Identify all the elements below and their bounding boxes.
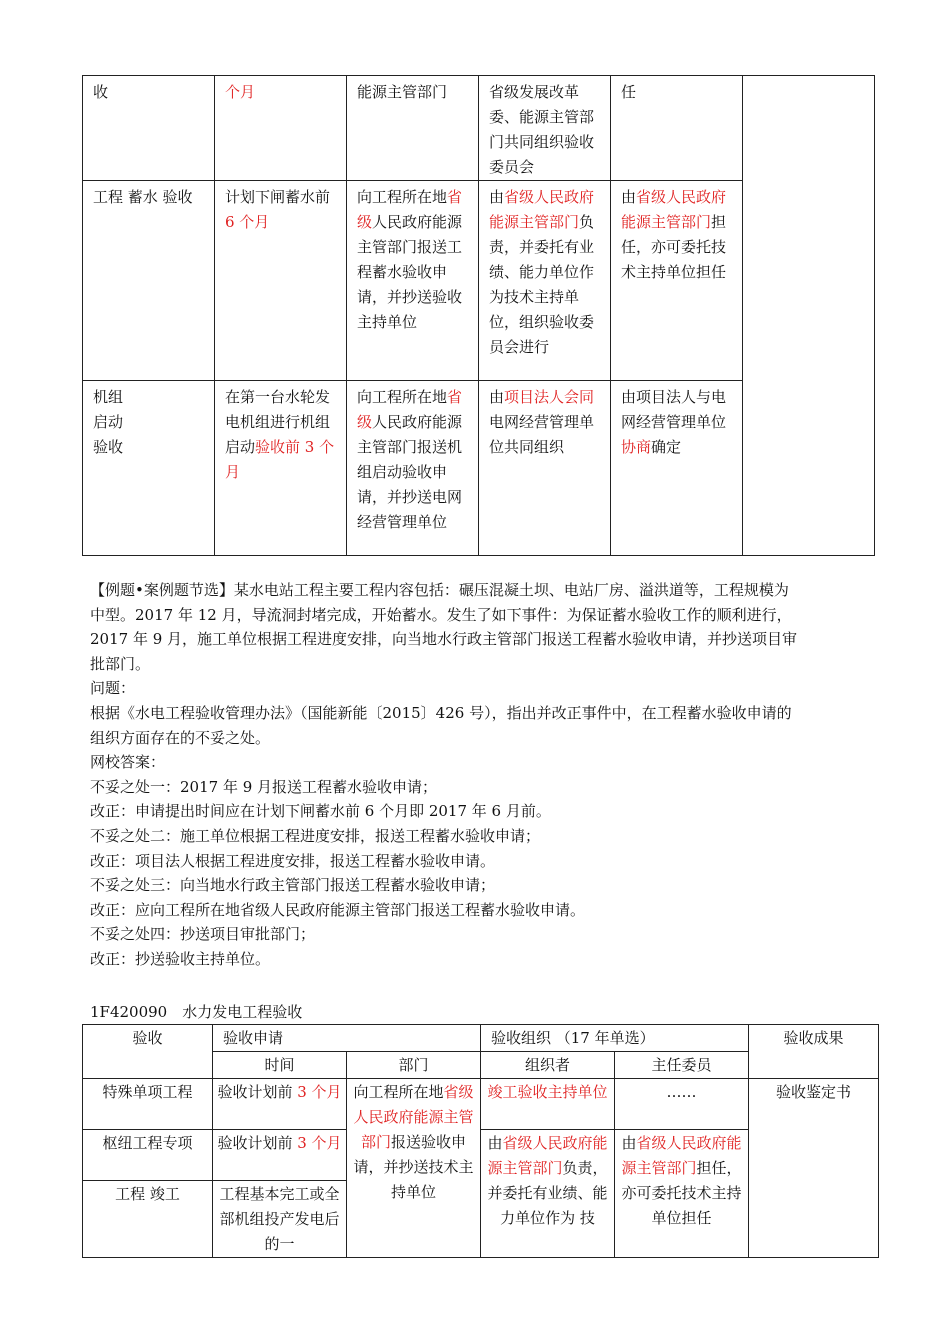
table-row	[83, 1079, 879, 1130]
text-line: 组织方面存在的不妥之处。	[90, 728, 271, 747]
header-organization: 验收组织 （17 年单选）	[481, 1025, 749, 1052]
cell-apply-time: 工程基本完工或全部机组投产发电后的一	[213, 1181, 347, 1258]
cell-apply-time: 计划下闸蓄水前 6 个月	[215, 181, 347, 381]
cell-acceptance-name: 收	[83, 76, 215, 181]
header-chair: 主任委员	[615, 1052, 749, 1079]
text-line: 改正：应向工程所在地省级人民政府能源主管部门报送工程蓄水验收申请。	[90, 900, 586, 919]
cell-organizer: 省级发展改革委、能源主管部门共同组织验收委员会	[479, 76, 611, 181]
cell-organizer: 由省级人民政府能源主管部门负责，并委托有业绩、能力单位作为技术主持单位，组织验收委员会进行	[479, 181, 611, 381]
cell-apply-time: 验收计划前 3 个月	[213, 1079, 347, 1130]
text-line: 改正：申请提出时间应在计划下闸蓄水前 6 个月即 2017 年 6 月前。	[90, 802, 551, 821]
text-line: 不妥之处二：施工单位根据工程进度安排，报送工程蓄水验收申请；	[90, 826, 541, 845]
text-line: 【例题•案例题节选】某水电站工程主要工程内容包括：碾压混凝土坝、电站厂房、溢洪道等，工程规模为	[90, 581, 789, 599]
text-line: 批部门。	[90, 654, 151, 673]
cell-chair: 任	[611, 76, 743, 181]
header-acceptance: 验收	[83, 1025, 213, 1079]
header-apply: 验收申请	[213, 1025, 481, 1052]
header-result: 验收成果	[749, 1025, 879, 1079]
text-line: 不妥之处一：2017 年 9 月报送工程蓄水验收申请；	[90, 777, 438, 796]
cell-organizer: 由项目法人会同电网经营管理单位共同组织	[479, 381, 611, 556]
cell-acceptance-name: 工程 竣工	[83, 1181, 213, 1258]
text-line: 2017 年 9 月，施工单位根据工程进度安排，向当地水行政主管部门报送工程蓄水验收申请，并抄送项目审	[90, 630, 798, 649]
text-line: 不妥之处三：向当地水行政主管部门报送工程蓄水验收申请；	[90, 876, 496, 895]
cell-acceptance-name: 特殊单项工程	[83, 1079, 213, 1130]
section-title: 1F420090 水力发电工程验收	[90, 1003, 303, 1021]
header-organizer: 组织者	[481, 1052, 615, 1079]
cell-organizer: 竣工验收主持单位	[481, 1079, 615, 1130]
cell-apply-dept: 向工程所在地省级人民政府能源主管部门报送验收申请，并抄送技术主持单位	[347, 1079, 481, 1258]
text-line: 网校答案：	[90, 753, 166, 772]
text-line: 问题：	[90, 679, 136, 698]
header-dept: 部门	[347, 1052, 481, 1079]
text-line: 中型。2017 年 12 月，导流洞封堵完成，开始蓄水。发生了如下事件：为保证蓄水验收工作的顺利进行，	[90, 605, 792, 624]
cell-acceptance-name: 枢纽工程专项	[83, 1130, 213, 1181]
cell-apply-time: 个月	[215, 76, 347, 181]
header-time: 时间	[213, 1052, 347, 1079]
cell-organizer: 由省级人民政府能源主管部门负责，并委托有业绩、能力单位作为 技	[481, 1130, 615, 1258]
text-line: 根据《水电工程验收管理办法》（国能新能〔2015〕426 号），指出并改正事件中，在工程蓄水验收申请的	[90, 703, 792, 722]
cell-chair: 由省级人民政府能源主管部门担任，亦可委托技术主持单位担任	[611, 181, 743, 381]
cell-apply-time: 验收计划前 3 个月	[213, 1130, 347, 1181]
cell-apply-dept: 向工程所在地省级人民政府能源主管部门报送工程蓄水验收申请，并抄送验收主持单位	[347, 181, 479, 381]
cell-apply-dept: 能源主管部门	[347, 76, 479, 181]
text-line: 不妥之处四：抄送项目审批部门；	[90, 925, 316, 944]
example-case-text	[90, 578, 870, 972]
cell-chair: 由项目法人与电网经营管理单位协商确定	[611, 381, 743, 556]
cell-apply-dept: 向工程所在地省级人民政府能源主管部门报送机组启动验收申请，并抄送电网经营管理单位	[347, 381, 479, 556]
cell-result: 验收鉴定书	[749, 1079, 879, 1258]
cell-result	[743, 76, 875, 556]
table-row	[83, 76, 875, 181]
cell-chair: ……	[615, 1079, 749, 1130]
cell-apply-time: 在第一台水轮发电机组进行机组启动验收前 3 个月	[215, 381, 347, 556]
acceptance-table-continued	[82, 75, 875, 556]
table-header-row	[83, 1025, 879, 1052]
text-line: 改正：抄送验收主持单位。	[90, 949, 271, 968]
cell-chair: 由省级人民政府能源主管部门担任，亦可委托技术主持单位担任	[615, 1130, 749, 1258]
cell-acceptance-name: 工程 蓄水 验收	[83, 181, 215, 381]
cell-acceptance-name: 机组 启动 验收	[83, 381, 215, 556]
text-line: 改正：项目法人根据工程进度安排，报送工程蓄水验收申请。	[90, 851, 496, 870]
hydropower-acceptance-table	[82, 1024, 879, 1258]
